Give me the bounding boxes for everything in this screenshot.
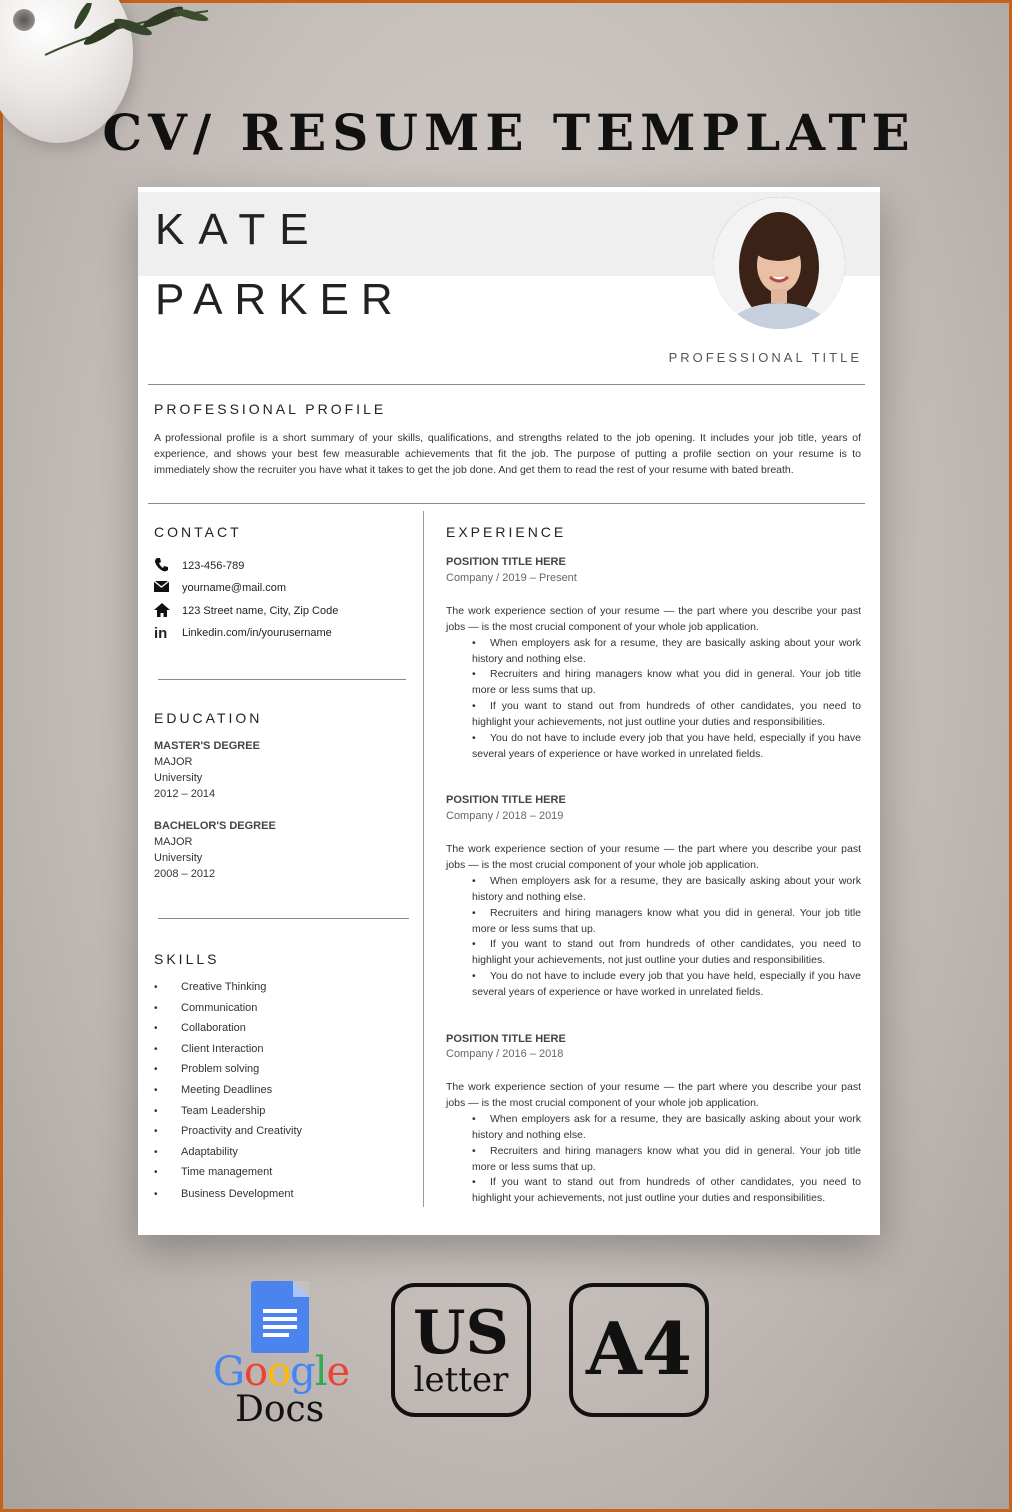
first-name: KATE (155, 205, 323, 254)
job-title: POSITION TITLE HERE (446, 556, 566, 568)
job-title: POSITION TITLE HERE (446, 794, 566, 806)
bullet-text: You do not have to include every job that you have held, especially if you have several years of experience or have worked in unrelated fields. (472, 732, 861, 760)
job-bullet: • Recruiters and hiring managers know what you did in general. Your job title more or less sums that up. (472, 668, 861, 696)
major: MAJOR (154, 836, 193, 848)
job-bullet: • When employers ask for a resume, they are basically asking about your work history and nothing else. (472, 1113, 861, 1141)
education-heading: EDUCATION (154, 710, 263, 726)
bullet-text: If you want to stand out from hundreds of other candidates, you need to highlight your achievements, not just outline your duties and responsibilities. (472, 700, 861, 728)
bullet-text: When employers ask for a resume, they are basically asking about your work history and nothing else. (472, 637, 861, 665)
mail-icon (154, 581, 182, 596)
job-bullet: • You do not have to include every job that you have held, especially if you have several years of experience or have worked in unrelated fields. (472, 732, 861, 760)
contact-email (154, 578, 286, 598)
skill-item: • Collaboration (154, 1022, 246, 1034)
contact-linkedin (154, 623, 332, 643)
contact-phone (154, 556, 244, 576)
skill-label: Proactivity and Creativity (181, 1125, 303, 1137)
job-description: The work experience section of your resume — the part where you describe your past jobs — is the most crucial component of your whole job application. (446, 605, 861, 633)
bullet-text: You do not have to include every job that you have held, especially if you have several years of experience or have worked in unrelated fields. (472, 970, 861, 998)
profile-photo (713, 197, 845, 329)
bullet-text: If you want to stand out from hundreds of other candidates, you need to highlight your achievements, not just outline your duties and responsibilities. (472, 938, 861, 966)
docs-wordmark: Docs (235, 1389, 325, 1430)
bullet-text: When employers ask for a resume, they are basically asking about your work history and nothing else. (472, 875, 861, 903)
job-bullet: • If you want to stand out from hundreds of other candidates, you need to highlight your achievements, not just outline your duties and responsibilities. (472, 1176, 861, 1204)
skill-item: • Proactivity and Creativity (154, 1125, 303, 1137)
skill-label: Time management (181, 1166, 273, 1178)
job-company: Company / 2019 – Present (446, 572, 577, 584)
column-divider (423, 511, 424, 1207)
job-description: The work experience section of your resume — the part where you describe your past jobs — is the most crucial component of your whole job application. (446, 1081, 861, 1109)
profile-text: A professional profile is a short summary of your skills, qualifications, and strengths related to the job opening. It includes your job title, years of experience, and shows your best few measurable achievements that fit the job. The purpose of putting a profile section on your resume is to immediately show the recruiter you have what it takes to get the job done. And get them to read the rest of your resume with bated breath. (154, 432, 861, 476)
bullet-text: Recruiters and hiring managers know what you did in general. Your job title more or less sums that up. (472, 907, 861, 935)
job-description: The work experience section of your resume — the part where you describe your past jobs — is the most crucial component of your whole job application. (446, 843, 861, 871)
job-bullet: • When employers ask for a resume, they are basically asking about your work history and nothing else. (472, 637, 861, 665)
email-text[interactable]: yourname@mail.com (182, 582, 287, 594)
bullet-text: If you want to stand out from hundreds of other candidates, you need to highlight your achievements, not just outline your duties and responsibilities. (472, 1176, 861, 1204)
skill-label: Team Leadership (181, 1105, 266, 1117)
letter-label: letter (413, 1360, 509, 1400)
skill-label: Communication (181, 1002, 258, 1014)
skill-item: • Team Leadership (154, 1105, 266, 1117)
experience-heading: EXPERIENCE (446, 524, 567, 540)
job-bullet: • If you want to stand out from hundreds of other candidates, you need to highlight your achievements, not just outline your duties and responsibilities. (472, 700, 861, 728)
years: 2012 – 2014 (154, 788, 216, 800)
divider (158, 918, 409, 919)
skill-item: • Business Development (154, 1188, 294, 1200)
job-title: POSITION TITLE HERE (446, 1033, 566, 1045)
job-bullet: • When employers ask for a resume, they are basically asking about your work history and nothing else. (472, 875, 861, 903)
skill-item: • Time management (154, 1166, 273, 1178)
a4-badge (569, 1283, 709, 1417)
skills-heading: SKILLS (154, 951, 220, 967)
docs-icon (251, 1281, 309, 1353)
education-entry (154, 738, 260, 802)
home-icon (154, 603, 182, 620)
skill-label: Meeting Deadlines (181, 1084, 273, 1096)
skill-item: • Adaptability (154, 1146, 238, 1158)
phone-text: 123-456-789 (182, 560, 245, 572)
skill-item: • Problem solving (154, 1063, 260, 1075)
divider (148, 384, 865, 385)
school: University (154, 772, 203, 784)
resume-page (138, 187, 880, 1235)
last-name: PARKER (155, 275, 405, 324)
degree: MASTER'S DEGREE (154, 740, 260, 752)
skill-label: Adaptability (181, 1146, 238, 1158)
google-docs-badge (213, 1281, 353, 1431)
bullet-text: Recruiters and hiring managers know what you did in general. Your job title more or less sums that up. (472, 1145, 861, 1173)
banner-title: CV/ RESUME TEMPLATE (102, 103, 916, 162)
skill-label: Problem solving (181, 1063, 260, 1075)
portrait-illustration (713, 197, 845, 329)
google-wordmark: Google (213, 1349, 350, 1395)
profile-heading: PROFESSIONAL PROFILE (154, 401, 387, 417)
leaf-branch-decoration (23, 3, 223, 73)
bullet-text: Recruiters and hiring managers know what you did in general. Your job title more or less sums that up. (472, 668, 861, 696)
job-bullet: • Recruiters and hiring managers know what you did in general. Your job title more or less sums that up. (472, 907, 861, 935)
education-entry (154, 818, 276, 882)
job-company: Company / 2016 – 2018 (446, 1048, 564, 1060)
skill-label: Business Development (181, 1188, 294, 1200)
job-bullet: • If you want to stand out from hundreds of other candidates, you need to highlight your achievements, not just outline your duties and responsibilities. (472, 938, 861, 966)
us-letter-badge (391, 1283, 531, 1417)
professional-title: PROFESSIONAL TITLE (668, 350, 862, 365)
job-bullet: • You do not have to include every job that you have held, especially if you have several years of experience or have worked in unrelated fields. (472, 970, 861, 998)
a4-label: A4 (586, 1306, 692, 1391)
us-label: US (413, 1298, 509, 1368)
skill-item: • Creative Thinking (154, 981, 267, 993)
school: University (154, 852, 203, 864)
job-bullet: • Recruiters and hiring managers know what you did in general. Your job title more or less sums that up. (472, 1145, 861, 1173)
phone-icon (154, 557, 182, 576)
contact-heading: CONTACT (154, 524, 242, 540)
address-text: 123 Street name, City, Zip Code (182, 605, 339, 617)
skill-label: Client Interaction (181, 1043, 264, 1055)
divider (148, 503, 865, 504)
divider (158, 679, 406, 680)
years: 2008 – 2012 (154, 868, 216, 880)
degree: BACHELOR'S DEGREE (154, 820, 276, 832)
bullet-text: When employers ask for a resume, they are basically asking about your work history and nothing else. (472, 1113, 861, 1141)
job-company: Company / 2018 – 2019 (446, 810, 564, 822)
linkedin-icon: in (154, 624, 168, 642)
skill-item: • Communication (154, 1002, 258, 1014)
contact-address (154, 601, 338, 621)
skill-item: • Meeting Deadlines (154, 1084, 273, 1096)
linkedin-text[interactable]: Linkedin.com/in/yourusername (182, 627, 332, 639)
major: MAJOR (154, 756, 193, 768)
skill-label: Collaboration (181, 1022, 246, 1034)
skill-item: • Client Interaction (154, 1043, 264, 1055)
skill-label: Creative Thinking (181, 981, 267, 993)
